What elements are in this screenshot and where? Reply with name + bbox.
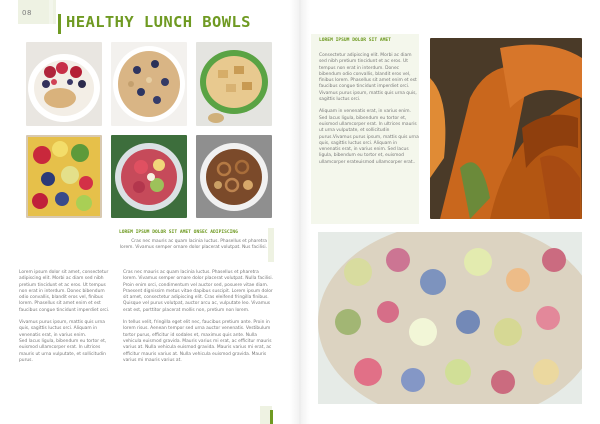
page-fold [290,0,310,424]
caption-heading: LOREM IPSUM DOLOR SIT AMET ONSEC ADIPISCING [119,230,238,235]
left-col2-paragraph-2: In tellus velit, fringilla eget elit nec, faucibus pretium ante. Proin in lorem risus. Aenean tempor sed urna auctor venenatis. Vestibulum tortor purus, efficitur id sodales et, maximus quis ante. Nulla vehicula euismod gravida. Mauris varius mi erat, ac efficitur mauris varius at. Nulla vehicula euismod gravida. Mauris varius mi erat, ac efficitur mauris varius at. Nulla vehicula euismod gravida. Mauris varius mi mauris varius at. [123,320,272,363]
left-col1-paragraph-2: Vivamus purus ipsum, mattis quis urna quis, sagittis luctus orci. Aliquam in venenatis erat, in varius enim. [19,320,105,338]
right-paragraph-2: Aliquam in venenatis erat, in varius enim. [319,109,411,115]
photo-fruit-bowl-strawberry [111,135,187,218]
photo-fruit-salad [26,135,102,218]
left-column-1 [19,270,111,364]
caption-accent-block [268,228,274,262]
photo-fruit-salad-bowl [318,232,582,404]
photo-yogurt-berries [26,42,102,126]
tab-divider [49,0,53,24]
photo-roasted-squash [430,38,582,219]
photo-snack-mix-green-bowl [196,42,272,126]
right-column [319,53,419,166]
photo-cereal-blueberries [111,42,187,126]
right-paragraph-3: Sed lacus ligula, bibendum eu tortor et, euismod ullamcorper erat. In ultrices mauris ut urna vulputate, et sollicitudin purus.Vivamus purus ipsum, mattis quis urna quis, sagittis luctus orci. Aliquam in venenatis erat, in varius enim. Sed lacus ligula, bibendum eu tortor et, euismod ullamcorper erateuismod ullamcorper erat.. [319,115,419,165]
caption-text: Cras nec mauris ac quam lacinia luctus. Phasellus et pharetra lorem. Vivamus semper ornare dolor placerat volutpat. Nus facilisi. [119,239,267,251]
page-title: HEALTHY LUNCH BOWLS [66,13,251,31]
bottom-tab-accent [270,410,273,424]
photo-pretzel-mix [196,135,272,218]
page-number: 08 [22,9,32,17]
right-paragraph-1: Consectetur adipiscing elit. Morbi ac diam sed nibh pretium tincidunt et ac eros. Ut tempus non erat in interdum. Donec bibendum odio convallis, blandit eros vel, finibus lorem. Phasellus sit amet enim et est faucibus congue tincidunt imperdiet orci. Vivamus purus ipsum, mattis quis urna quis, sagittis luctus orci. [319,53,417,103]
left-column-2 [123,270,273,364]
right-heading: LOREM IPSUM DOLOR SIT AMET [319,38,391,43]
title-accent-bar [58,14,61,34]
left-col1-paragraph-1: Lorem ipsum dolor sit amet, consectetur adipiscing elit. Morbi ac diam sed nibh pretium tincidunt et ac eros. Ut tempus non erat in interdum. Donec bibendum odio convallis, blandit eros vel, finibus lorem. Phasellus sit amet enim et est faucibus congue tincidunt imperdiet orci. [19,270,110,313]
left-col1-paragraph-3: Sed lacus ligula, bibendum eu tortor et, euismod ullamcorper erat. In ultrices mauris ut urna vulputate, et sollicitudin purus. [19,338,107,363]
left-col2-paragraph-1: Cras nec mauris ac quam lacinia luctus. Phasellus et pharetra lorem. Vivamus semper ornare dolor placerat volutpat. Nulla facilisi. Proin enim orci, condimentum vel auctor sed, posuere vitae diam. Praesent dignissim metus vitae dapibus suscipit. Lorem ipsum dolor sit amet, consectetur adipiscing elit. Cras eleifend fringilla finibus. Quisque vel purus volutpat, auctor arcu ac, vulputate leo. Vivamus erat est, porttitor placerat mollis non, pretium non lorem. [123,270,274,313]
